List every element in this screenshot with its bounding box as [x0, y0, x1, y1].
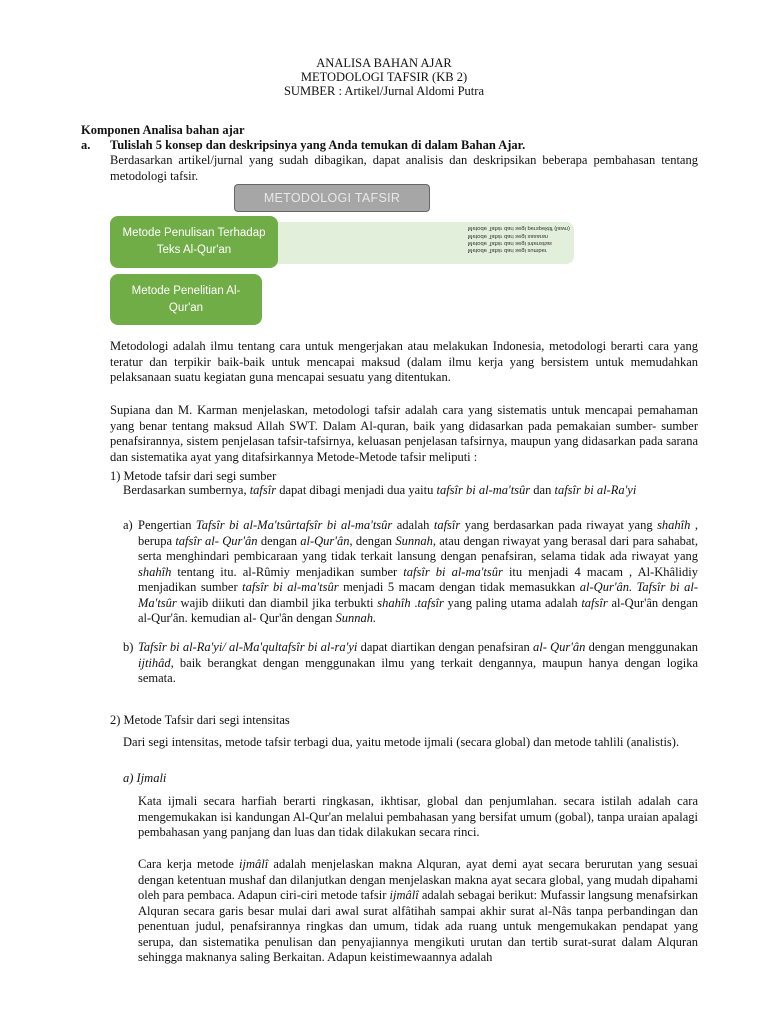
text-span: Cara kerja metode: [138, 857, 240, 871]
diagram-list-item: Metode Tafsir dari segi perspektif (lawn): [467, 225, 570, 232]
text-span: dapat dibagi menjadi dua yaitu: [276, 483, 437, 497]
text-span-italic: Tafsîr bi al-Ma'tsûrtafsîr bi al-ma'tsûr: [195, 518, 393, 532]
text-span: , dengan: [349, 533, 396, 548]
text-span: dengan: [257, 533, 301, 548]
text-span: wajib diikuti dan diambil jika terbukti: [176, 595, 378, 610]
text-span: , berupa: [138, 518, 698, 548]
text-span: menjadi 5 macam dengan tidak memasukkan: [338, 580, 580, 594]
text-span: .: [410, 595, 418, 610]
diagram-box-penulisan: Metode Penulisan Terhadap Teks Al-Qur'an: [110, 216, 278, 268]
item-1a-text: [138, 518, 698, 627]
text-span-italic: shahîh: [138, 564, 172, 579]
text-span-italic: ijmâlî: [239, 857, 269, 871]
text-span: , baik berangkat dengan menggunakan ilmu yang terkait dengannya, maupun hanya dengan logika semata.: [138, 655, 698, 685]
item-1b-text: [138, 640, 698, 687]
text-span-italic: tafsîr: [581, 595, 608, 610]
text-span: itu menjadi 4 macam , Al-Khâlidiy menjadikan sumber: [138, 564, 698, 594]
text-span: adalah: [392, 518, 434, 532]
item-a-description: Berdasarkan artikel/jurnal yang sudah dibagikan, dapat analisis dan deskripsikan beberapa pembahasan tentang metodologi tafsir.: [110, 153, 698, 183]
text-span: dan: [530, 483, 555, 497]
doc-title-line1: ANALISA BAHAN AJAR: [316, 56, 452, 70]
text-span-italic: tafsîr bi al-ma'tsûr: [403, 564, 503, 579]
text-span-italic: tafsîr al- Qur'ân: [175, 533, 258, 548]
text-span: , atau dengan riwayat yang berasal dari para sahabat, serta menghindari pembicaraan yang tidak terkait lansung dengan penafsiran, selama tidak ada riwayat yang: [138, 533, 699, 563]
diagram-list-item: Metode Tafsir dari segi sasaran: [467, 232, 549, 239]
text-span: adalah menjelaskan makna Alquran, ayat demi ayat secara berurutan yang sesuai dengan ketentuan mushaf dan dilanjutkan dengan menjelaskan makna ayat secara global, yang mudah dipahami oleh para pembaca. Adapun ciri-ciri metode tafsir: [138, 857, 698, 902]
item-1a-marker: a): [123, 518, 133, 532]
text-span-italic: ijmâlî: [389, 888, 419, 902]
diagram-list-panel: [276, 222, 574, 264]
item-a-question: Tulislah 5 konsep dan deskripsinya yang Anda temukan di dalam Bahan Ajar.: [110, 138, 526, 152]
text-span-italic: tafsîr: [249, 483, 277, 497]
diagram-list-item: Metode Tafsir dari segi intensitas: [467, 239, 552, 246]
text-span-italic: tafsîr bi al-Ra'yi: [554, 483, 637, 497]
text-span: adalah sebagai berikut: Mufassir langsung menafsirkan Alquran secara garis besar mulai dari awal surat alfâtihah sampai akhir surat al-Nâs tanpa perbandingan dan penentuan judul, penafsirannya ringkas dan umum, tidak ada ruang untuk mengemukakan pendapat yang serupa, dan sistematika penulisan dan penyajiannya mengikuti urutan dan tertib surat-surat dalam Alquran sehingga maknanya saling Berkaitan. Adapun keistimewaannya adalah: [138, 888, 698, 964]
paragraph-metodologi: Metodologi adalah ilmu tentang cara untuk mengerjakan atau melakukan Indonesia, metodologi berarti cara yang teratur dan terpikir baik-baik untuk mencapai maksud (dalam ilmu kerja yang bersistem untuk memudahkan pelaksanaan suatu kegiatan guna mencapai sesuatu yang ditentukan.: [110, 339, 698, 384]
text-span: Pengertian: [138, 518, 196, 532]
text-span: tentang itu. al-Rûmiy menjadikan sumber: [171, 564, 404, 579]
paragraph-supiana: Supiana dan M. Karman menjelaskan, metodologi tafsir adalah cara yang sistematis untuk mencapai pemahaman yang benar tentang maksud Allah SWT. Dalam Al-quran, baik yang didasarkan pada pemakaian sumber- sumber penafsirannya, sistem penjelasan tafsir-tafsirnya, keluasan penjelasan tafsirnya, maupun yang didasarkan pada sarana dan sistematika ayat yang ditafsirkannya Metode-Metode tafsir meliputi :: [110, 403, 698, 464]
diagram-list-text: [468, 224, 570, 253]
text-span-italic: tafsîr: [417, 595, 444, 610]
text-span-italic: Sunnah: [395, 533, 433, 548]
text-span-italic: al- Qur'ân: [533, 640, 586, 654]
text-span-italic: tafsîr bi al-ma'tsûr: [436, 483, 531, 497]
text-span-italic: shahîh: [377, 595, 411, 610]
text-span-italic: tafsîr bi al-ma'tsûr: [242, 580, 339, 594]
section-2-intro: Dari segi intensitas, metode tafsir terbagi dua, yaitu metode ijmali (secara global) dan metode tahlili (analistis).: [123, 735, 680, 749]
doc-title-line2: METODOLOGI TAFSIR (KB 2): [300, 70, 468, 84]
doc-source-line: SUMBER : Artikel/Jurnal Aldomi Putra: [283, 84, 484, 98]
text-span-italic: Sunnah.: [335, 611, 377, 625]
text-span-italic: al-Qur'ân: [300, 533, 350, 548]
text-span: dengan menggunakan: [585, 640, 699, 654]
paragraph-ijmali-1: Kata ijmali secara harfiah berarti ringkasan, ikhtisar, global dan penjumlahan. secara istilah adalah cara mengemukakan isi kandungan Al-Qur'an melalui pembahasan yang bersifat umum (gobal), tanpa uraian apalagi pembahasan yang panjang dan luas dan tidak dilakukan secara rinci.: [138, 794, 698, 839]
diagram-list-item: Metode Tafsir dari segi sumber: [467, 246, 547, 253]
section-heading: Komponen Analisa bahan ajar: [81, 123, 245, 137]
item-1b-marker: b): [123, 640, 134, 654]
item-a-marker: a.: [81, 138, 91, 152]
text-span-italic: shahîh: [657, 518, 691, 532]
text-span: dapat diartikan dengan penafsiran: [357, 640, 533, 654]
text-span-italic: ijtihâd: [138, 655, 171, 670]
text-span: Berdasarkan sumbernya,: [123, 483, 250, 497]
text-span: yang paling utama adalah: [443, 595, 582, 610]
subsection-2a-title: a) Ijmali: [123, 771, 167, 785]
diagram-box-penelitian: Metode Penelitian Al-Qur'an: [110, 274, 262, 325]
text-span-italic: tafsîr: [433, 518, 461, 532]
paragraph-ijmali-2: [138, 857, 698, 966]
section-1-intro: [123, 483, 698, 499]
text-span-italic: Tafsîr bi al-Ra'yi/ al-Ma'qultafsîr bi al-ra'yi: [138, 640, 358, 654]
section-2-title: 2) Metode Tafsir dari segi intensitas: [110, 713, 290, 727]
diagram-title-box: METODOLOGI TAFSIR: [234, 184, 430, 212]
text-span-italic: al-Qur'ân. Tafsîr bi al-Ma'tsûr: [138, 580, 698, 610]
text-span: al-Qur'ân dengan al-Qur'ân. kemudian al- Qur'ân dengan: [138, 595, 698, 625]
section-1-title: 1) Metode tafsir dari segi sumber: [110, 469, 277, 483]
text-span: yang berdasarkan pada riwayat yang: [460, 518, 658, 532]
